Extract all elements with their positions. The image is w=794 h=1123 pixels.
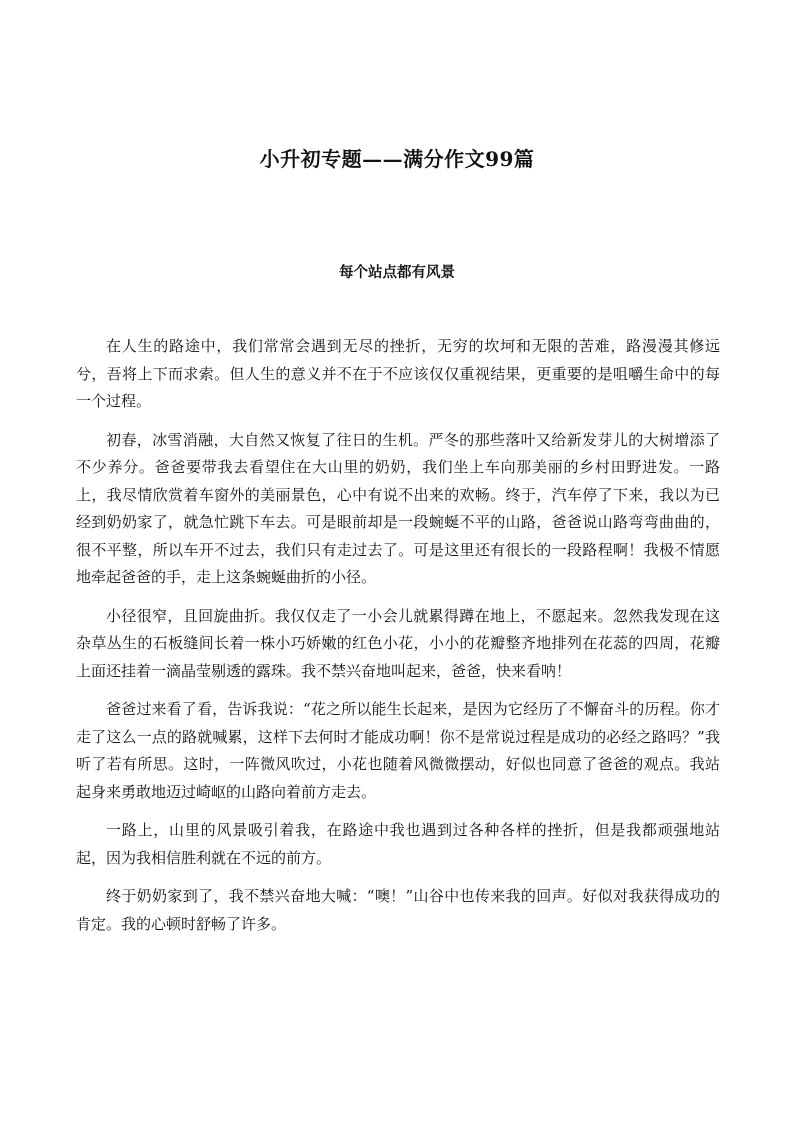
paragraph-3: 小径很窄，且回旋曲折。我仅仅走了一小会儿就累得蹲在地上，不愿起来。忽然我发现在这杂草丛生的石板缝间长着一株小巧娇嫩的红色小花，小小的花瓣整齐地排列在花蕊的四周，花瓣上面还挂着一滴晶莹剔透的露珠。我不禁兴奋地叫起来，爸爸，快来看呐！ xyxy=(76,606,720,680)
document-title: 小升初专题——满分作文99篇 xyxy=(259,147,535,171)
paragraph-6: 终于奶奶家到了，我不禁兴奋地大喊：“噢！”山谷中也传来我的回声。好似对我获得成功的肯定。我的心顿时舒畅了许多。 xyxy=(76,887,720,933)
paragraph-4: 爸爸过来看了看，告诉我说：“花之所以能生长起来，是因为它经历了不懈奋斗的历程。你才走了这么一点的路就喊累，这样下去何时才能成功啊！你不是常说过程是成功的必经之路吗？”我听了若有所思。这时，一阵微风吹过，小花也随着风微微摆动，好似也同意了爸爸的观点。我站起身来勇敢地迈过崎岖的山路向着前方走去。 xyxy=(76,700,720,801)
paragraph-5: 一路上，山里的风景吸引着我，在路途中我也遇到过各种各样的挫折，但是我都顽强地站起，因为我相信胜利就在不远的前方。 xyxy=(76,821,720,867)
article-title: 每个站点都有风景 xyxy=(339,264,455,281)
paragraph-2: 初春，冰雪消融，大自然又恢复了往日的生机。严冬的那些落叶又给新发芽儿的大树增添了不少养分。爸爸要带我去看望住在大山里的奶奶，我们坐上车向那美丽的乡村田野进发。一路上，我尽情欣赏着车窗外的美丽景色，心中有说不出来的欢畅。终于，汽车停了下来，我以为已经到奶奶家了，就急忙跳下车去。可是眼前却是一段蜿蜒不平的山路，爸爸说山路弯弯曲曲的，很不平整，所以车开不过去，我们只有走过去了。可是这里还有很长的一段路程啊！我极不情愿地牵起爸爸的手，走上这条蜿蜒曲折的小径。 xyxy=(76,430,720,586)
paragraph-1: 在人生的路途中，我们常常会遇到无尽的挫折，无穷的坎坷和无限的苦难，路漫漫其修远兮，吾将上下而求索。但人生的意义并不在于不应该仅仅重视结果，更重要的是咀嚼生命中的每一个过程。 xyxy=(76,337,720,410)
article-body xyxy=(76,333,720,949)
